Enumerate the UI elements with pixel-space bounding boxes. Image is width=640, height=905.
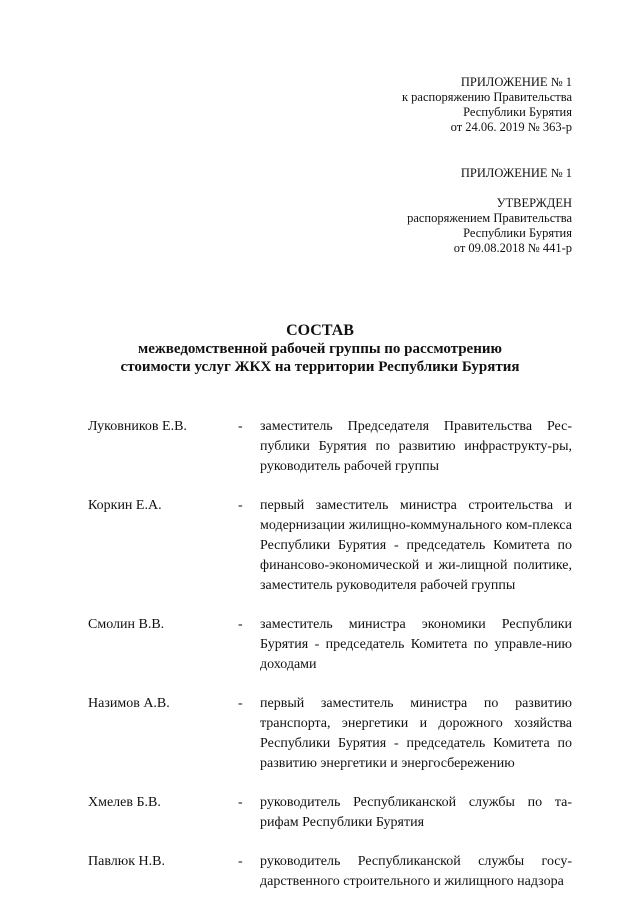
appendix-original-line1: распоряжением Правительства [407, 211, 572, 225]
member-role: руководитель Республиканской службы по та-рифам Республики Бурятия [260, 795, 572, 830]
members-list [88, 417, 572, 892]
heading-line2: стоимости услуг ЖКХ на территории Республики Бурятия [120, 359, 520, 375]
member-dash: - [238, 617, 243, 632]
member-name: Смолин В.В. [88, 617, 165, 632]
list-item [88, 615, 572, 675]
appendix-original-line2: Республики Бурятия [463, 226, 572, 240]
appendix-current-line2: Республики Бурятия [463, 105, 572, 119]
appendix-current-line3: от 24.06. 2019 № 363-р [450, 120, 572, 134]
list-item [88, 496, 572, 596]
member-dash: - [238, 498, 243, 513]
heading-title: СОСТАВ [286, 322, 354, 339]
member-name: Хмелев Б.В. [88, 795, 161, 810]
member-role: первый заместитель министра строительства и модернизации жилищно-коммунального ком-плекса Республики Бурятия - председатель Комитета по финансово-экономической и жи-лищной политике, заместитель руководителя рабочей группы [260, 498, 572, 593]
member-role: руководитель Республиканской службы госу-дарственного строительного и жилищного надзора [260, 854, 572, 889]
appendix-original-block [407, 166, 572, 256]
appendix-current-line1: к распоряжению Правительства [401, 90, 572, 104]
member-name: Луковников Е.В. [88, 419, 187, 434]
appendix-current-label: ПРИЛОЖЕНИЕ № 1 [460, 75, 572, 89]
appendix-current-block [402, 75, 572, 135]
member-name: Коркин Е.А. [88, 498, 162, 513]
member-dash: - [238, 795, 243, 810]
member-role: заместитель министра экономики Республики Бурятия - председатель Комитета по управле-нию доходами [260, 617, 572, 672]
member-name: Назимов А.В. [88, 696, 170, 711]
document-heading [0, 322, 640, 376]
list-item [88, 793, 572, 833]
appendix-approved: УТВЕРЖДЕН [496, 196, 572, 210]
appendix-original-line3: от 09.08.2018 № 441-р [453, 241, 572, 255]
member-name: Павлюк Н.В. [88, 854, 165, 869]
list-item [88, 852, 572, 892]
list-item [88, 417, 572, 477]
appendix-gap [407, 181, 572, 196]
member-dash: - [238, 419, 243, 434]
member-role: заместитель Председателя Правительства Рес-публики Бурятия по развитию инфраструкту-ры, руководитель рабочей группы [260, 419, 572, 474]
member-role: первый заместитель министра по развитию транспорта, энергетики и дорожного хозяйства Республики Бурятия - председатель Комитета по развитию энергетики и энергосбережению [260, 696, 572, 771]
list-item [88, 694, 572, 774]
appendix-original-label: ПРИЛОЖЕНИЕ № 1 [460, 166, 572, 180]
member-dash: - [238, 696, 243, 711]
heading-line1: межведомственной рабочей группы по рассмотрению [138, 341, 502, 357]
member-dash: - [238, 854, 243, 869]
